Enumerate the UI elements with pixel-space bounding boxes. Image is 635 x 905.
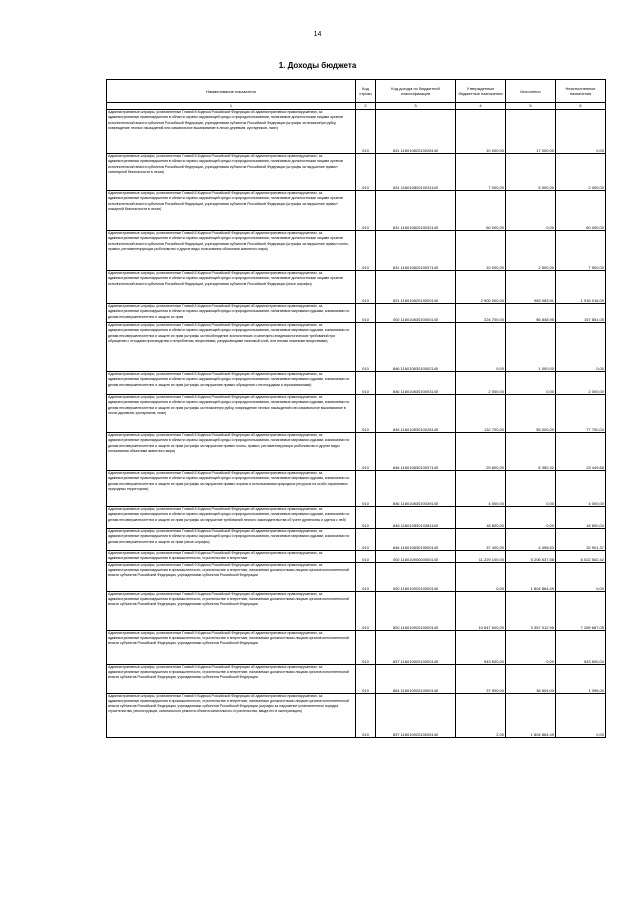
column-number-row	[107, 103, 606, 110]
executed-amount: 55 000,00	[506, 395, 556, 433]
row-code: 010	[356, 562, 376, 591]
indicator-name: Административные штрафы, установленные Главой 8 Кодекса Российской Федерации об административных правонарушениях, за административные правонарушения в области охраны окружающей среды и природопользования, налагаемые должностными лицами органов исполнительной власти субъектов Российской Федерации, учреждениями субъектов Российской Федерации (штрафы за нарушение правил пожарной безопасности в лесах)	[107, 191, 356, 231]
executed-amount: 6 350,32	[506, 433, 556, 471]
table-row	[107, 630, 606, 664]
approved-amount: 2 900 000,00	[456, 271, 506, 304]
executed-amount: 5 206 537,58	[506, 551, 556, 563]
approved-amount: 132 700,00	[456, 395, 506, 433]
row-code: 010	[356, 395, 376, 433]
unexecuted-amount: 2 000,00	[556, 372, 606, 395]
kbk-code: 831 11601082010032140	[376, 191, 456, 231]
unexecuted-amount: 32 901,37	[556, 529, 606, 551]
approved-amount: 2,00	[456, 693, 506, 737]
indicator-name: Административные штрафы, установленные Главой 8 Кодекса Российской Федерации об административных правонарушениях, за административные правонарушения в области охраны окружающей среды и природопользования, налагаемые мировыми судьями, комиссиями по делам несовершеннолетних и защите их прав (штрафы за нарушение правил охраны и использования природных ресурсов на особо охраняемых природных территориях)	[107, 471, 356, 507]
column-header-approved: Утвержденные бюджетные назначения	[456, 80, 506, 103]
table-row	[107, 551, 606, 563]
indicator-name: Административные штрафы, установленные Главой 8 Кодекса Российской Федерации об административных правонарушениях, за административные правонарушения в области охраны окружающей среды и природопользования, налагаемые должностными лицами органов исполнительной власти субъектов Российской Федерации, учреждениями субъектов Российской Федерации (штрафы за нарушение правил охоты, правил, регламентирующих рыболовство и другие виды пользования объектами животного мира)	[107, 231, 356, 271]
kbk-code: 000 11601083010000140	[376, 304, 456, 323]
row-code: 010	[356, 154, 376, 191]
indicator-name: Административные штрафы, установленные Главой 8 Кодекса Российской Федерации об административных правонарушениях, за административные правонарушения в области охраны окружающей среды и природопользования, налагаемые мировыми судьями, комиссиями по делам несовершеннолетних и защите их прав (штрафы за несоблюдение экологических и санитарно-эпидемиологических требований при обращении с отходами производства и потребления, веществами, разрушающими озоновый слой, или иными опасными веществами)	[107, 323, 356, 372]
kbk-code: 831 11601082010028140	[376, 110, 456, 154]
row-code: 010	[356, 433, 376, 471]
indicator-name: Административные штрафы, установленные Главой 8 Кодекса Российской Федерации об административных правонарушениях, за административные правонарушения в области охраны окружающей среды и природопользования, налагаемые мировыми судьями, комиссиями по делам несовершеннолетних и защите их прав (штрафы за нарушение правил обращения с пестицидами и агрохимикатами)	[107, 372, 356, 395]
approved-amount: 0,00	[456, 323, 506, 372]
row-code: 010	[356, 664, 376, 693]
row-code: 010	[356, 304, 376, 323]
approved-amount: 4 000,00	[456, 471, 506, 507]
table-row	[107, 154, 606, 191]
indicator-name: Административные штрафы, установленные Главой 9 Кодекса Российской Федерации об административных правонарушениях, за административные правонарушения в промышленности, строительстве и энергетике, налагаемые должностными лицами органов исполнительной власти субъектов Российской Федерации, учреждениями субъектов Российской Федерации (штрафы за нарушение установленного порядка строительства, реконструкции, капитального ремонта объекта капитального строительства, ввода его в эксплуатацию)	[107, 693, 356, 737]
row-code: 010	[356, 372, 376, 395]
table-header-row	[107, 80, 606, 103]
approved-amount: 60 000,00	[456, 191, 506, 231]
executed-amount: 66 848,95	[506, 304, 556, 323]
row-code: 010	[356, 693, 376, 737]
approved-amount: 10 647 600,00	[456, 591, 506, 630]
kbk-code: 846 11601083010039140	[376, 471, 456, 507]
approved-amount: 0,00	[456, 562, 506, 591]
indicator-name: Административные штрафы, установленные Главой 8 Кодекса Российской Федерации об административных правонарушениях, за административные правонарушения в области охраны окружающей среды и природопользования, налагаемые мировыми судьями, комиссиями по делам несовершеннолетних и защите их прав (штрафы за нарушение правил охоты, правил, регламентирующих рыболовство и другие виды пользования объектами животного мира)	[107, 433, 356, 471]
kbk-code: 846 11601083010003140	[376, 372, 456, 395]
indicator-name: Административные штрафы, установленные Главой 8 Кодекса Российской Федерации об административных правонарушениях, за административные правонарушения в области охраны окружающей среды и природопользования, налагаемые мировыми судьями, комиссиями по делам несовершеннолетних и защите их прав (штрафы за нарушение требований лесного законодательства об учете древесины и сделок с ней)	[107, 507, 356, 529]
table-row	[107, 395, 606, 433]
kbk-code: 000 11601090000000140	[376, 551, 456, 563]
executed-amount: 1 804 864,49	[506, 562, 556, 591]
approved-amount: 2 000,00	[456, 372, 506, 395]
executed-amount: 3 357 912,95	[506, 591, 556, 630]
table-row	[107, 529, 606, 551]
indicator-name: Административные штрафы, установленные Главой 8 Кодекса Российской Федерации об административных правонарушениях, за административные правонарушения в области охраны окружающей среды и природопользования, налагаемые должностными лицами органов исполнительной власти субъектов Российской Федерации, учреждениями субъектов Российской Федерации (штрафы за нарушение правил санитарной безопасности в лесах)	[107, 154, 356, 191]
kbk-code: 000 11601092010000140	[376, 562, 456, 591]
row-code: 010	[356, 231, 376, 271]
row-code: 010	[356, 591, 376, 630]
kbk-code: 846 11601083010028140	[376, 395, 456, 433]
executed-amount: 36 804,00	[506, 664, 556, 693]
executed-amount: 983 983,91	[506, 271, 556, 304]
unexecuted-amount: 0,00	[556, 110, 606, 154]
unexecuted-amount: 1 916 016,09	[556, 271, 606, 304]
kbk-code: 846 11601083010281140	[376, 507, 456, 529]
kbk-code: 846 11601083010037140	[376, 433, 456, 471]
row-code: 010	[356, 507, 376, 529]
unexecuted-amount: 157 851,05	[556, 304, 606, 323]
unexecuted-amount: 0,00	[556, 562, 606, 591]
approved-amount: 37 400,00	[456, 529, 506, 551]
indicator-name: Административные штрафы, установленные Главой 8 Кодекса Российской Федерации об административных правонарушениях, за административные правонарушения в области охраны окружающей среды и природопользования, налагаемые должностными лицами органов исполнительной власти субъектов Российской Федерации, учреждениями субъектов Российской Федерации (штрафы за незаконную рубку, повреждение лесных насаждений или самовольное выкапывание в лесах деревьев, кустарников, лиан)	[107, 110, 356, 154]
column-header-kbk: Код дохода по бюджетной классификации	[376, 80, 456, 103]
indicator-name: Административные штрафы, установленные Главой 8 Кодекса Российской Федерации об административных правонарушениях, за административные правонарушения в области охраны окружающей среды и природопользования, налагаемые мировыми судьями, комиссиями по делам несовершеннолетних и защите их прав (штрафы за незаконную рубку, повреждение лесных насаждений или самовольное выкапывание в лесах деревьев, кустарников, лиан)	[107, 395, 356, 433]
column-number: 2	[356, 103, 376, 110]
executed-amount: 5 000,00	[506, 154, 556, 191]
table-row	[107, 323, 606, 372]
column-number: 4	[456, 103, 506, 110]
unexecuted-amount: 4 000,00	[556, 471, 606, 507]
table-row	[107, 110, 606, 154]
column-header-row-code: Код строки	[356, 80, 376, 103]
unexecuted-amount: 18 800,00	[556, 507, 606, 529]
row-code: 010	[356, 191, 376, 231]
kbk-code: 837 11601092010000140	[376, 630, 456, 664]
approved-amount: 543 600,00	[456, 630, 506, 664]
row-code: 010	[356, 110, 376, 154]
approved-amount: 10 000,00	[456, 231, 506, 271]
approved-amount: 224 700,00	[456, 304, 506, 323]
unexecuted-amount: 0,00	[556, 693, 606, 737]
kbk-code: 837 11601092010005140	[376, 693, 456, 737]
approved-amount: 10 000,00	[456, 110, 506, 154]
table-row	[107, 372, 606, 395]
executed-amount: 1 000,00	[506, 323, 556, 372]
row-code: 010	[356, 529, 376, 551]
table-row	[107, 191, 606, 231]
table-row	[107, 271, 606, 304]
page-number: 14	[313, 31, 322, 38]
indicator-name: Административные штрафы, установленные Главой 9 Кодекса Российской Федерации об административных правонарушениях, за административные правонарушения в промышленности, строительстве и энергетике, налагаемые должностными лицами органов исполнительной власти субъектов Российской Федерации, учреждениями субъектов Российской Федерации	[107, 664, 356, 693]
row-code: 010	[356, 630, 376, 664]
indicator-name: Административные штрафы, установленные Главой 9 Кодекса Российской Федерации об административных правонарушениях, за административные правонарушения в промышленности, строительстве и энергетике	[107, 551, 356, 563]
table-row	[107, 664, 606, 693]
executed-amount: 2 500,00	[506, 231, 556, 271]
approved-amount: 29 800,00	[456, 433, 506, 471]
section-title: 1. Доходы бюджета	[278, 61, 357, 70]
kbk-code: 820 11601092010000140	[376, 591, 456, 630]
indicator-name: Административные штрафы, установленные Главой 9 Кодекса Российской Федерации об административных правонарушениях, за административные правонарушения в промышленности, строительстве и энергетике, налагаемые должностными лицами органов исполнительной власти субъектов Российской Федерации, учреждениями субъектов Российской Федерации	[107, 562, 356, 591]
approved-amount: 37 900,00	[456, 664, 506, 693]
table-row	[107, 231, 606, 271]
indicator-name: Административные штрафы, установленные Главой 9 Кодекса Российской Федерации об административных правонарушениях, за административные правонарушения в промышленности, строительстве и энергетике, налагаемые должностными лицами органов исполнительной власти субъектов Российской Федерации, учреждениями субъектов Российской Федерации	[107, 591, 356, 630]
column-header-executed: Исполнено	[506, 80, 556, 103]
executed-amount: 0,00	[506, 507, 556, 529]
table-row	[107, 471, 606, 507]
table-row	[107, 304, 606, 323]
row-code: 010	[356, 551, 376, 563]
column-header-name: Наименование показателя	[107, 80, 356, 103]
approved-amount: 7 000,00	[456, 154, 506, 191]
executed-amount: 1 804 864,49	[506, 693, 556, 737]
unexecuted-amount: 0,00	[556, 323, 606, 372]
executed-amount: 0,00	[506, 630, 556, 664]
unexecuted-amount: 23 449,68	[556, 433, 606, 471]
indicator-name: Административные штрафы, установленные Главой 8 Кодекса Российской Федерации об административных правонарушениях, за административные правонарушения в области охраны окружающей среды и природопользования, налагаемые мировыми судьями, комиссиями по делам несовершеннолетних и защите их прав	[107, 304, 356, 323]
indicator-name: Административные штрафы, установленные Главой 8 Кодекса Российской Федерации об административных правонарушениях, за административные правонарушения в области охраны окружающей среды и природопользования, налагаемые должностными лицами органов исполнительной власти субъектов Российской Федерации, учреждениями субъектов Российской Федерации (иные штрафы)	[107, 271, 356, 304]
executed-amount: 17 000,00	[506, 110, 556, 154]
kbk-code: 864 11601092010000140	[376, 664, 456, 693]
executed-amount: 0,00	[506, 471, 556, 507]
executed-amount: 0,00	[506, 372, 556, 395]
unexecuted-amount: 2 000,00	[556, 154, 606, 191]
unexecuted-amount: 543 600,00	[556, 630, 606, 664]
column-number: 5	[506, 103, 556, 110]
unexecuted-amount: 1 096,00	[556, 664, 606, 693]
unexecuted-amount: 7 289 687,05	[556, 591, 606, 630]
kbk-code: 831 11601082019000140	[376, 271, 456, 304]
unexecuted-amount: 7 500,00	[556, 231, 606, 271]
table-row	[107, 693, 606, 737]
row-code: 010	[356, 323, 376, 372]
kbk-code: 831 11601082010031140	[376, 154, 456, 191]
column-number: 6	[556, 103, 606, 110]
column-header-unexecuted: Неисполненные назначения	[556, 80, 606, 103]
kbk-code: 846 11601083019000140	[376, 529, 456, 551]
table-row	[107, 507, 606, 529]
column-number: 3	[376, 103, 456, 110]
indicator-name: Административные штрафы, установленные Главой 9 Кодекса Российской Федерации об административных правонарушениях, за административные правонарушения в промышленности, строительстве и энергетике, налагаемые должностными лицами органов исполнительной власти субъектов Российской Федерации, учреждениями субъектов Российской Федерации	[107, 630, 356, 664]
indicator-name: Административные штрафы, установленные Главой 8 Кодекса Российской Федерации об административных правонарушениях, за административные правонарушения в области охраны окружающей среды и природопользования, налагаемые мировыми судьями, комиссиями по делам несовершеннолетних и защите их прав (иные штрафы)	[107, 529, 356, 551]
table-row	[107, 562, 606, 591]
unexecuted-amount: 60 000,00	[556, 191, 606, 231]
kbk-code: 831 11601082010037140	[376, 231, 456, 271]
executed-amount: 4 498,63	[506, 529, 556, 551]
column-number: 1	[107, 103, 356, 110]
unexecuted-amount: 6 022 562,42	[556, 551, 606, 563]
revenue-table	[106, 79, 606, 738]
executed-amount: 0,00	[506, 191, 556, 231]
row-code: 010	[356, 471, 376, 507]
table-row	[107, 591, 606, 630]
approved-amount: 18 800,00	[456, 507, 506, 529]
table-row	[107, 433, 606, 471]
row-code: 010	[356, 271, 376, 304]
kbk-code: 846 11601083010002140	[376, 323, 456, 372]
unexecuted-amount: 77 700,00	[556, 395, 606, 433]
approved-amount: 11 229 100,00	[456, 551, 506, 563]
